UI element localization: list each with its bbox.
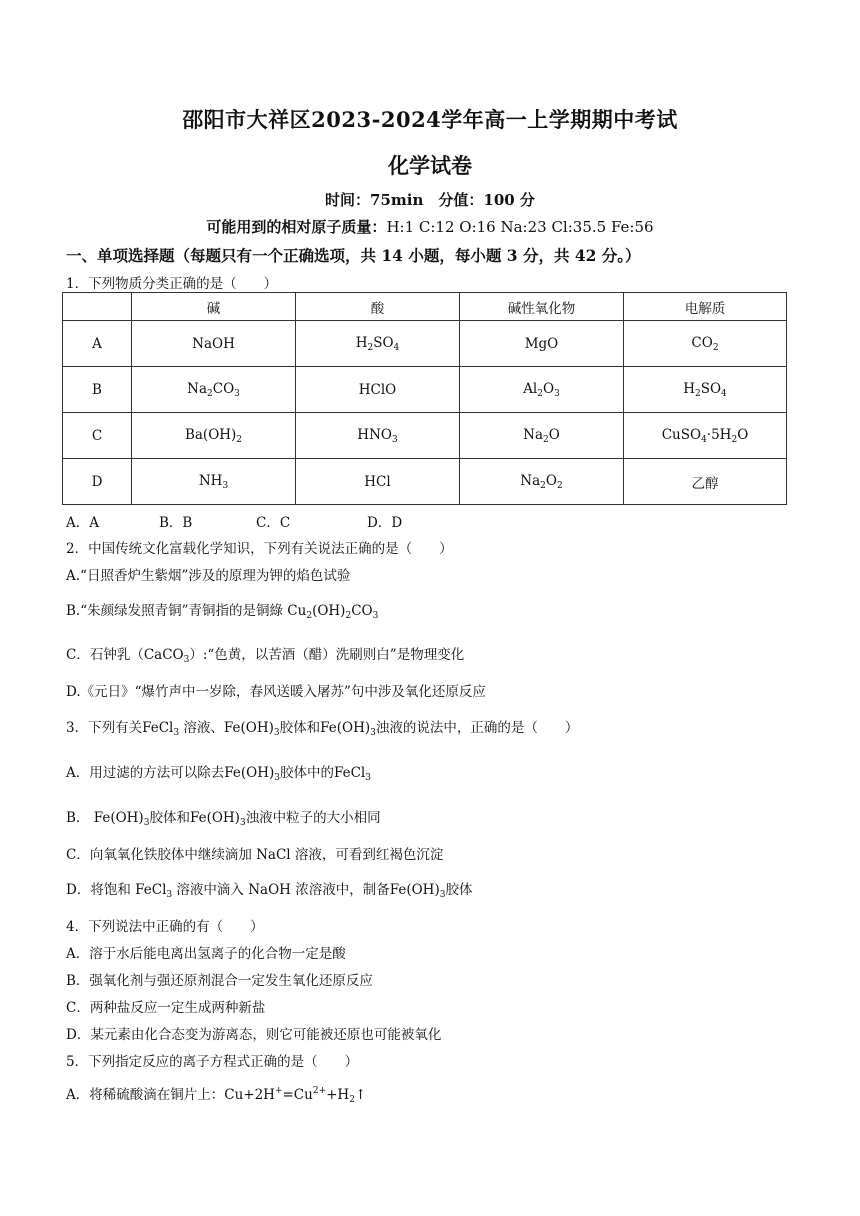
q4-stem: 4．下列说法中正确的有（ ） bbox=[66, 919, 264, 935]
atomic-mass-line bbox=[0, 216, 860, 237]
q2-option-d: D.《元日》“爆竹声中一岁除，春风送暖入屠苏”句中涉及氧化还原反应 bbox=[66, 684, 486, 700]
q3-a-mid: 胶体中的 bbox=[279, 765, 334, 781]
table-cell: $H_2SO_4$ bbox=[624, 367, 787, 413]
option-a: A．A bbox=[66, 515, 99, 531]
option-b: B．B bbox=[159, 515, 193, 531]
q3-stem-d: 浊液的说法中，正确的是（ ） bbox=[375, 720, 579, 736]
q4-option-a: A．溶于水后能电离出氢离子的化合物一定是酸 bbox=[66, 946, 346, 962]
q2-c-text: C．石钟乳（ bbox=[66, 647, 144, 663]
option-d: D．D bbox=[367, 515, 403, 531]
table-row bbox=[63, 367, 787, 413]
table-cell: $Na_2O$ bbox=[460, 413, 624, 459]
table-cell: $Ba(OH)_2$ bbox=[132, 413, 296, 459]
table-header-cell: 碱 bbox=[132, 293, 296, 321]
q2-option-b: B.“朱颜绿发照青铜”青铜指的是铜綠 $Cu_2(OH)_2CO_3$ bbox=[66, 603, 379, 621]
table-cell: $HNO_3$ bbox=[296, 413, 460, 459]
table-cell: $CuSO_4\cdot 5H_2O$ bbox=[624, 413, 787, 459]
section-heading: 一、单项选择题（每题只有一个正确选项，共 14 小题，每小题 3 分，共 42 分。） bbox=[66, 246, 641, 265]
table-header-cell bbox=[63, 293, 132, 321]
q2-stem: 2．中国传统文化富载化学知识，下列有关说法正确的是（ ） bbox=[66, 541, 453, 557]
table-row bbox=[63, 459, 787, 505]
table-cell: $Al_2O_3$ bbox=[460, 367, 624, 413]
table-cell: $Na_2CO_3$ bbox=[132, 367, 296, 413]
q3-option-d: D．将饱和 FeCl$_3$ 溶液中滴入 NaOH 浓溶液中，制备$Fe(OH)_3$胶体 bbox=[66, 882, 473, 900]
table-cell: MgO bbox=[460, 321, 624, 367]
table-header-cell: 酸 bbox=[296, 293, 460, 321]
q3-stem-a: 3．下列有关 bbox=[66, 720, 143, 736]
row-label: B bbox=[63, 367, 132, 413]
table-row bbox=[63, 321, 787, 367]
q5-stem: 5．下列指定反应的离子方程式正确的是（ ） bbox=[66, 1054, 359, 1070]
table-header-row bbox=[63, 293, 787, 321]
exam-subtitle: 化学试卷 bbox=[388, 153, 472, 178]
q3-d-mid: 溶液中滴入 NaOH 浓溶液中，制备 bbox=[176, 882, 390, 898]
q3-a-text: A．用过滤的方法可以除去 bbox=[66, 765, 225, 781]
q4-option-d: D．某元素由化合态变为游离态，则它可能被还原也可能被氧化 bbox=[66, 1027, 442, 1043]
option-c: C．C bbox=[256, 515, 291, 531]
q3-option-a: A．用过滤的方法可以除去$Fe(OH)_3$胶体中的FeCl$_3$ bbox=[66, 765, 371, 783]
table-cell: $NH_3$ bbox=[132, 459, 296, 505]
row-label: A bbox=[63, 321, 132, 367]
table-header-cell: 碱性氧化物 bbox=[460, 293, 624, 321]
q3-d-text: D．将饱和 bbox=[66, 882, 131, 898]
q1-stem: 1．下列物质分类正确的是（ ） bbox=[66, 276, 278, 292]
q3-stem: 3．下列有关FeCl$_3$ 溶液、$Fe(OH)_3$胶体和$Fe(OH)_3$浊液的说法中，正确的是（ ） bbox=[66, 720, 579, 738]
q4-option-b: B．强氧化剂与强还原剂混合一定发生氧化还原反应 bbox=[66, 973, 373, 989]
table-cell: HClO bbox=[296, 367, 460, 413]
time-info: 时间：75min 分值：100 分 bbox=[325, 191, 535, 209]
table-cell: 乙醇 bbox=[624, 459, 787, 505]
q5-option-a: A．将稀硫酸滴在铜片上：$Cu+2H^+=Cu^{2+}+H_2↑$ bbox=[66, 1086, 367, 1105]
q3-option-b: B． $Fe(OH)_3$胶体和$Fe(OH)_3$浊液中粒子的大小相同 bbox=[66, 810, 381, 828]
atomic-mass-label: 可能用到的相对原子质量： bbox=[206, 218, 387, 236]
q3-d-suffix: 胶体 bbox=[445, 882, 473, 898]
table-cell: $Na_2O_2$ bbox=[460, 459, 624, 505]
q4-option-c: C．两种盐反应一定生成两种新盐 bbox=[66, 1000, 266, 1016]
row-label: C bbox=[63, 413, 132, 459]
table-cell: $CO_2$ bbox=[624, 321, 787, 367]
q3-option-c: C．向氧氧化铁胶体中继续滴加 NaCl 溶液，可看到红褐色沉淀 bbox=[66, 847, 444, 863]
q2-option-a: A.“日照香炉生紫烟”涉及的原理为钾的焰色试验 bbox=[66, 568, 351, 584]
table-cell: NaOH bbox=[132, 321, 296, 367]
q5-a-text: A．将稀硫酸滴在铜片上： bbox=[66, 1087, 225, 1103]
classification-table bbox=[62, 292, 787, 505]
row-label: D bbox=[63, 459, 132, 505]
q2-b-text: B.“朱颜绿发照青铜”青铜指的是铜綠 bbox=[66, 603, 284, 619]
q2-option-c: C．石钟乳（CaCO$_3$）:“色黄，以苦酒（醋）洗刷则白”是物理变化 bbox=[66, 647, 465, 665]
table-row bbox=[63, 413, 787, 459]
q2-c-text-end: ）:“色黄，以苦酒（醋）洗刷则白”是物理变化 bbox=[189, 647, 465, 663]
table-cell: $H_2SO_4$ bbox=[296, 321, 460, 367]
table-header-cell: 电解质 bbox=[624, 293, 787, 321]
q3-stem-b: 溶液、 bbox=[183, 720, 224, 736]
q3-b-suffix: 浊液中粒子的大小相同 bbox=[245, 810, 381, 826]
q3-b-mid: 胶体和 bbox=[149, 810, 190, 826]
q3-stem-c: 胶体和 bbox=[279, 720, 321, 736]
q1-options bbox=[66, 511, 402, 531]
atomic-mass-values: H:1 C:12 O:16 Na:23 Cl:35.5 Fe:56 bbox=[386, 218, 654, 236]
exam-title: 邵阳市大祥区2023-2024学年高一上学期期中考试 bbox=[182, 107, 678, 132]
table-cell: HCl bbox=[296, 459, 460, 505]
